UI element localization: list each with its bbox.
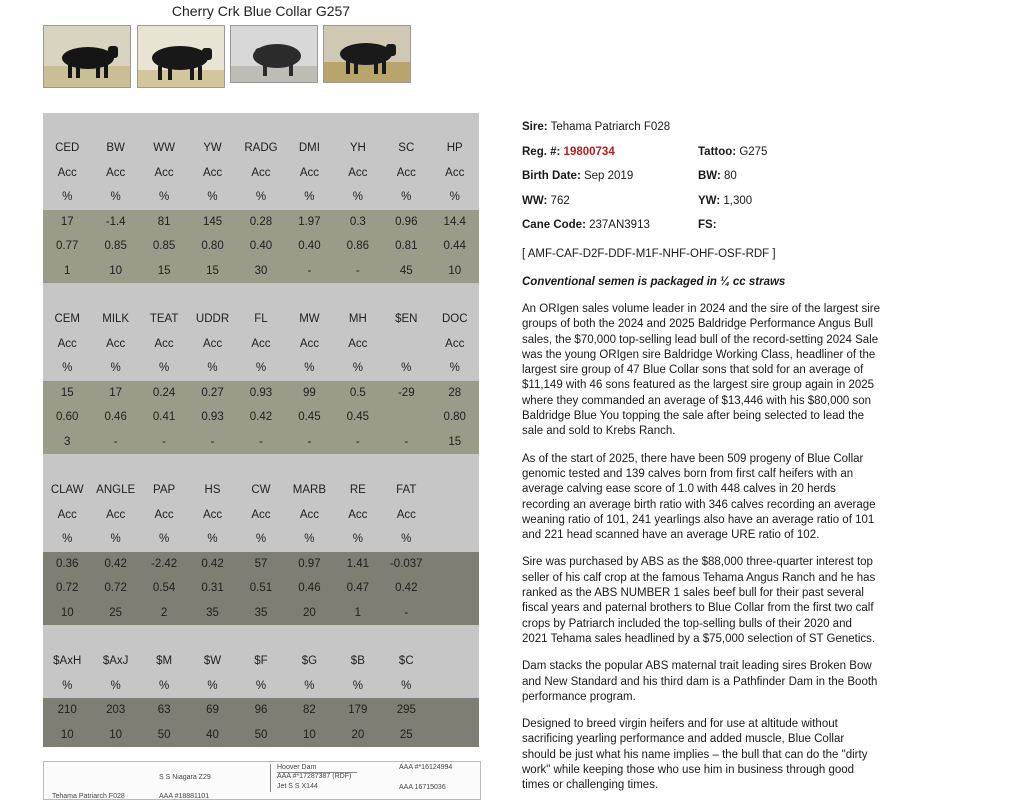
bull-photo-thumbnail-2[interactable] [137, 25, 225, 88]
bull-photo-thumbnail-1[interactable] [43, 25, 131, 88]
acc-cell: Acc [334, 332, 382, 357]
pedigree-hoover-dam: Hoover Dam [277, 764, 317, 771]
index-value-row [43, 698, 479, 723]
value-cell: 0.97 [285, 552, 333, 577]
percent-cell: % [43, 527, 91, 552]
percent-cell: % [285, 185, 333, 210]
value-cell: 0.46 [285, 576, 333, 601]
acc-cell: Acc [285, 161, 333, 186]
bw-value: 80 [723, 170, 737, 183]
pedigree-chart [43, 761, 481, 800]
header-cell: DOC [431, 307, 480, 332]
value-cell: 10 [91, 259, 139, 284]
value-cell: 0.42 [91, 552, 139, 577]
value-cell: 82 [285, 698, 333, 723]
header-cell: ANGLE [91, 478, 139, 503]
value-cell: 1.97 [285, 210, 333, 235]
sire-label: Sire: [522, 121, 548, 134]
percent-cell: % [431, 356, 480, 381]
percent-row [43, 527, 479, 552]
acc-cell: Acc [91, 332, 139, 357]
header-cell: $B [334, 649, 382, 674]
value-cell: 0.54 [140, 576, 188, 601]
acc-cell: Acc [382, 161, 430, 186]
birth-date-value: Sep 2019 [583, 170, 634, 183]
value-cell: 15 [140, 259, 188, 284]
value-cell: 50 [140, 723, 188, 748]
value-cell: 0.47 [334, 576, 382, 601]
pedigree-niagara-reg: AAA #*17287387 (RDF) [277, 773, 352, 780]
value-cell: 0.85 [91, 234, 139, 259]
pedigree-sire-line: Tehama Patriarch F028 [52, 793, 125, 800]
header-cell: WW [140, 136, 188, 161]
header-cell: YH [334, 136, 382, 161]
value-cell: 0.93 [188, 405, 236, 430]
value-cell: 17 [43, 210, 91, 235]
header-cell: $F [237, 649, 285, 674]
value-cell: - [334, 259, 382, 284]
epd-value-row [43, 552, 479, 577]
percent-cell: % [188, 527, 236, 552]
percent-cell: % [91, 185, 139, 210]
value-cell: -0.037 [382, 552, 430, 577]
header-cell: MILK [91, 307, 139, 332]
description-paragraph: Dam stacks the popular ABS maternal trait leading sires Broken Bow and New Standard and his third dam is a Pathfinder Dam in the Booth performance program. [522, 660, 878, 703]
percent-cell: % [382, 527, 430, 552]
percent-cell: % [382, 356, 430, 381]
header-cell: SC [382, 136, 430, 161]
percent-cell: % [431, 185, 480, 210]
header-cell: $EN [382, 307, 430, 332]
section-spacer [43, 113, 479, 136]
acc-cell: Acc [237, 161, 285, 186]
acc-cell: Acc [431, 161, 480, 186]
value-cell [431, 552, 480, 577]
header-cell: HP [431, 136, 480, 161]
value-cell: 40 [188, 723, 236, 748]
acc-cell: Acc [43, 161, 91, 186]
value-cell: 0.46 [91, 405, 139, 430]
accuracy-row [43, 234, 479, 259]
value-cell: 295 [382, 698, 430, 723]
value-cell: 1 [334, 601, 382, 626]
tattoo-label: Tattoo: [698, 145, 737, 158]
header-cell: $W [188, 649, 236, 674]
epd-value-row [43, 381, 479, 406]
pedigree-hoover-reg: AAA #*16124994 [399, 764, 453, 771]
percent-row [43, 185, 479, 210]
header-cell: CEM [43, 307, 91, 332]
value-cell: 1 [43, 259, 91, 284]
acc-cell: Acc [43, 503, 91, 528]
section-spacer [43, 283, 479, 307]
acc-cell: Acc [285, 503, 333, 528]
cane-code-value: 237AN3913 [589, 219, 650, 232]
reg-label: Reg. #: [522, 145, 561, 158]
value-cell: 179 [334, 698, 382, 723]
percent-cell: % [188, 674, 236, 699]
value-cell: - [285, 430, 333, 455]
value-cell: - [334, 430, 382, 455]
bull-photo-3 [231, 26, 317, 82]
yw-label: YW: [698, 194, 721, 207]
percent-cell: % [140, 674, 188, 699]
acc-cell: Acc [431, 332, 480, 357]
bull-photo-4 [324, 26, 410, 82]
value-cell: 0.77 [43, 234, 91, 259]
value-cell: 0.42 [382, 576, 430, 601]
value-cell [382, 405, 430, 430]
value-cell: 0.51 [237, 576, 285, 601]
percent-cell: % [382, 185, 430, 210]
acc-row [43, 161, 479, 186]
header-cell: $AxJ [91, 649, 139, 674]
value-cell: 0.45 [334, 405, 382, 430]
header-cell [431, 649, 480, 674]
value-cell: - [382, 430, 430, 455]
bull-photo-1 [44, 26, 130, 87]
header-cell: $G [285, 649, 333, 674]
value-cell: - [140, 430, 188, 455]
header-cell: CED [43, 136, 91, 161]
percent-cell: % [285, 527, 333, 552]
ww-value: 762 [550, 194, 570, 207]
acc-cell: Acc [188, 503, 236, 528]
epd-table [43, 113, 479, 747]
percent-cell: % [43, 356, 91, 381]
value-cell: 0.45 [285, 405, 333, 430]
header-cell: TEAT [140, 307, 188, 332]
percent-cell: % [382, 674, 430, 699]
value-cell: 0.80 [188, 234, 236, 259]
percent-cell: % [237, 674, 285, 699]
value-cell [431, 698, 480, 723]
percent-cell [431, 527, 480, 552]
acc-cell [431, 503, 480, 528]
semen-packaging-note: Conventional semen is packaged in ¼ cc straws [522, 276, 786, 288]
value-cell: - [91, 430, 139, 455]
page-title: Cherry Crk Blue Collar G257 [171, 3, 351, 19]
percent-row [43, 356, 479, 381]
value-cell: 0.72 [43, 576, 91, 601]
description-paragraph: Sire was purchased by ABS as the $88,000 three-quarter interest top seller of his calf crop at the famous Tehama Angus Ranch and he has ranked as the ABS NUMBER 1 sales beef bull for their past several fiscal years and paternal brothers to Blue Collar from the first two calf crops by Patriarch included the top-selling bulls of their 2020 and 2021 Tehama sales headlined by a $75,000 selection of ST Genetics. [522, 556, 876, 645]
value-cell: 35 [237, 601, 285, 626]
value-cell: 99 [285, 381, 333, 406]
percent-cell: % [188, 356, 236, 381]
description-paragraph: As of the start of 2025, there have been 509 progeny of Blue Collar genomic tested and 139 calves born from first calf heifers with an average calving ease score of 1.0 with 448 calves in 20 herds recording an average birth ratio with 346 calves recording an average weaning ratio of 101, 241 yearlings also have an average ratio of 101 and 221 head scanned have an average URE ratio of 102. [522, 452, 876, 542]
value-cell: 0.80 [431, 405, 480, 430]
header-cell: PAP [140, 478, 188, 503]
value-cell: 210 [43, 698, 91, 723]
epd-section-growth [43, 136, 479, 283]
percent-cell: % [140, 185, 188, 210]
header-cell: MW [285, 307, 333, 332]
pedigree-jet: Jet S S X144 [277, 783, 318, 790]
fs-label: FS: [698, 219, 717, 232]
value-cell: 17 [91, 381, 139, 406]
section-spacer [43, 454, 479, 478]
tattoo-value: G275 [739, 145, 768, 158]
value-cell: 10 [285, 723, 333, 748]
value-cell: -2.42 [140, 552, 188, 577]
info-row [522, 189, 882, 214]
acc-cell: Acc [285, 332, 333, 357]
percent-cell: % [334, 356, 382, 381]
yw-value: 1,300 [723, 194, 753, 207]
bull-photo-thumbnail-3[interactable] [230, 25, 318, 83]
header-row [43, 307, 479, 332]
value-cell: 0.85 [140, 234, 188, 259]
pedigree-niagara: S S Niagara Z29 [159, 774, 211, 781]
bull-description [522, 302, 880, 806]
value-cell: 0.36 [43, 552, 91, 577]
value-cell: 0.3 [334, 210, 382, 235]
epd-section-indexes [43, 649, 479, 747]
value-cell: 1.41 [334, 552, 382, 577]
value-cell: 69 [188, 698, 236, 723]
value-cell: 14.4 [431, 210, 480, 235]
header-cell: HS [188, 478, 236, 503]
bull-info-panel [522, 115, 882, 238]
birth-date-label: Birth Date: [522, 170, 581, 183]
value-cell: 35 [188, 601, 236, 626]
description-paragraph: Designed to breed virgin heifers and for use at altitude without sacrificing yearling performance and added muscle, Blue Collar should be just what his name implies – the bull that can do the "dirty work" while keeping those who use him in business through good times or challenging times. [522, 718, 868, 792]
acc-cell: Acc [334, 161, 382, 186]
percent-cell: % [237, 356, 285, 381]
acc-row [43, 332, 479, 357]
header-cell: DMI [285, 136, 333, 161]
description-paragraph: An ORIgen sales volume leader in 2024 and the sire of the largest sire groups of both the 2024 and 2025 Baldridge Performance Angus Bull sales, the $70,000 top-selling lead bull of the record-setting 2024 Sale was the young ORIgen sire Baldridge Working Class, headliner of the largest sire group of 47 Blue Collar sons that sold for an average of $11,149 with 46 sons featured as the largest sire group again in 2025 where they commanded an average of $13,446 with his $80,000 son Baldridge Blue You topping the sale after being selected to lead the sale and sold to Krebs Ranch. [522, 303, 880, 438]
percentile-row [43, 601, 479, 626]
value-cell: 25 [91, 601, 139, 626]
info-row [522, 115, 882, 140]
bw-label: BW: [698, 170, 721, 183]
value-cell: 50 [237, 723, 285, 748]
bull-photo-2 [138, 26, 224, 87]
header-row [43, 478, 479, 503]
percent-cell: % [140, 356, 188, 381]
value-cell: 0.93 [237, 381, 285, 406]
percent-cell: % [334, 674, 382, 699]
value-cell: 20 [285, 601, 333, 626]
header-cell: $M [140, 649, 188, 674]
value-cell: -29 [382, 381, 430, 406]
acc-cell: Acc [237, 503, 285, 528]
value-cell: 0.42 [188, 552, 236, 577]
sire-value: Tehama Patriarch F028 [550, 121, 671, 134]
value-cell: 0.42 [237, 405, 285, 430]
accuracy-row [43, 405, 479, 430]
value-cell: 10 [43, 601, 91, 626]
value-cell: - [188, 430, 236, 455]
percentile-row [43, 723, 479, 748]
percent-cell: % [237, 185, 285, 210]
header-cell: RE [334, 478, 382, 503]
header-cell: MH [334, 307, 382, 332]
percent-cell: % [188, 185, 236, 210]
value-cell: 2 [140, 601, 188, 626]
acc-cell: Acc [188, 332, 236, 357]
accuracy-row [43, 576, 479, 601]
acc-cell: Acc [140, 161, 188, 186]
ww-label: WW: [522, 194, 548, 207]
value-cell: 0.41 [140, 405, 188, 430]
value-cell: - [382, 601, 430, 626]
header-cell: YW [188, 136, 236, 161]
acc-row [43, 503, 479, 528]
acc-cell: Acc [43, 332, 91, 357]
value-cell: 0.81 [382, 234, 430, 259]
acc-cell: Acc [237, 332, 285, 357]
value-cell: 0.40 [285, 234, 333, 259]
header-cell: $C [382, 649, 430, 674]
header-cell: FL [237, 307, 285, 332]
value-cell: 15 [43, 381, 91, 406]
header-cell: MARB [285, 478, 333, 503]
header-cell: CW [237, 478, 285, 503]
pedigree-jet-reg: AAA 16715036 [399, 784, 446, 791]
value-cell: 15 [431, 430, 480, 455]
value-cell: 28 [431, 381, 480, 406]
value-cell: 0.44 [431, 234, 480, 259]
percent-cell: % [334, 185, 382, 210]
header-row [43, 136, 479, 161]
value-cell: 10 [43, 723, 91, 748]
acc-cell: Acc [91, 503, 139, 528]
pedigree-sire-line-reg: AAA #18881101 [159, 793, 210, 800]
value-cell: - [237, 430, 285, 455]
acc-cell: Acc [382, 503, 430, 528]
percent-cell: % [334, 527, 382, 552]
percent-cell: % [285, 356, 333, 381]
percentile-row [43, 259, 479, 284]
percent-row [43, 674, 479, 699]
header-cell [431, 478, 480, 503]
value-cell: 20 [334, 723, 382, 748]
value-cell: 0.60 [43, 405, 91, 430]
value-cell: -1.4 [91, 210, 139, 235]
value-cell: 25 [382, 723, 430, 748]
value-cell [431, 576, 480, 601]
percent-cell: % [237, 527, 285, 552]
header-row [43, 649, 479, 674]
value-cell [431, 601, 480, 626]
bull-photo-thumbnail-4[interactable] [323, 25, 411, 83]
value-cell [431, 723, 480, 748]
value-cell: 10 [431, 259, 480, 284]
percentile-row [43, 430, 479, 455]
value-cell: 45 [382, 259, 430, 284]
epd-section-carcass [43, 478, 479, 625]
percent-cell: % [91, 356, 139, 381]
value-cell: 0.86 [334, 234, 382, 259]
value-cell: 0.27 [188, 381, 236, 406]
acc-cell: Acc [188, 161, 236, 186]
acc-cell: Acc [334, 503, 382, 528]
value-cell: 81 [140, 210, 188, 235]
value-cell: 0.72 [91, 576, 139, 601]
percent-cell [431, 674, 480, 699]
value-cell: 145 [188, 210, 236, 235]
epd-section-maternal [43, 307, 479, 454]
acc-cell: Acc [140, 332, 188, 357]
epd-value-row [43, 210, 479, 235]
value-cell: 96 [237, 698, 285, 723]
value-cell: 0.5 [334, 381, 382, 406]
value-cell: 203 [91, 698, 139, 723]
value-cell: 3 [43, 430, 91, 455]
value-cell: 63 [140, 698, 188, 723]
header-cell: CLAW [43, 478, 91, 503]
section-spacer [43, 625, 479, 649]
percent-cell: % [91, 674, 139, 699]
value-cell: - [285, 259, 333, 284]
registration-link[interactable]: 19800734 [563, 145, 615, 158]
value-cell: 0.40 [237, 234, 285, 259]
value-cell: 0.28 [237, 210, 285, 235]
info-row [522, 140, 882, 165]
percent-cell: % [43, 185, 91, 210]
percent-cell: % [140, 527, 188, 552]
value-cell: 57 [237, 552, 285, 577]
percent-cell: % [285, 674, 333, 699]
acc-cell: Acc [91, 161, 139, 186]
value-cell: 0.24 [140, 381, 188, 406]
percent-cell: % [43, 674, 91, 699]
header-cell: $AxH [43, 649, 91, 674]
cane-code-label: Cane Code: [522, 219, 586, 232]
value-cell: 15 [188, 259, 236, 284]
info-row [522, 213, 882, 238]
acc-cell [382, 332, 430, 357]
header-cell: FAT [382, 478, 430, 503]
percent-cell: % [91, 527, 139, 552]
header-cell: RADG [237, 136, 285, 161]
info-row [522, 164, 882, 189]
value-cell: 10 [91, 723, 139, 748]
header-cell: UDDR [188, 307, 236, 332]
genetic-codes: [ AMF-CAF-D2F-DDF-M1F-NHF-OHF-OSF-RDF ] [522, 248, 776, 260]
value-cell: 0.31 [188, 576, 236, 601]
value-cell: 30 [237, 259, 285, 284]
value-cell: 0.96 [382, 210, 430, 235]
acc-cell: Acc [140, 503, 188, 528]
header-cell: BW [91, 136, 139, 161]
